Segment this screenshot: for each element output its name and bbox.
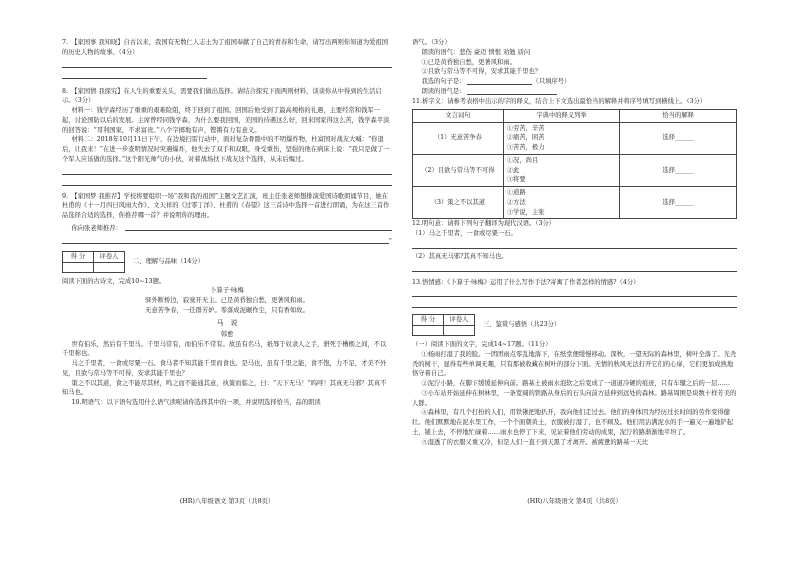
table-header: 文言词句	[413, 109, 504, 122]
essay-paragraph: 策之不以其道，食之不能尽其材，鸣之而不能通其意，执策而临之，曰：“天下无马！”呜呼！其真无马邪？其真不知马也。	[62, 379, 387, 397]
tone-blank[interactable]	[467, 87, 557, 95]
definition: ②此	[506, 166, 520, 174]
sentence-option: ②且欲与常马等不可得，安求其能千里也？	[421, 68, 542, 76]
phrase-cell: （2）且欲与常马等不可得	[413, 154, 504, 186]
choice-tail: （只填序号）	[532, 78, 571, 86]
table-header: 字典中的释义列举	[503, 109, 620, 122]
material-1: 材料一：钱学森经历了重重的艰难险阻，终于回到了祖国。回国后他受到了最高规格的礼遇，主要经常和钱军一起，讨论国防以后的发展。主席曾经同钱学森，为什么要我回国，美国的待遇这么好，回来国家得这么苦，钱学森平淡的回答说：“哥利国家，不求富贵。”八个字掷地有声，铿锵有力有意义。	[62, 107, 390, 134]
definition: ①道路	[506, 189, 526, 196]
defs-cell	[503, 154, 620, 186]
section-title: 三、鉴赏与感悟（共23分）	[483, 321, 561, 329]
answer-line[interactable]	[412, 241, 737, 249]
grader-cell[interactable]	[444, 326, 475, 336]
definition: ③学说，主张	[506, 208, 545, 216]
poem-line: 驿外断桥边，寂寞开无主。已是黄昏独自愁，更著风和雨。	[145, 297, 309, 305]
choice-blank[interactable]	[467, 77, 532, 85]
pick-cell[interactable]: 选择______	[620, 187, 737, 219]
question-13: 13.悟情感：《卜算子·咏梅》运用了什么写作手法?寄寓了作者怎样的情感?（4分）	[412, 278, 640, 286]
essay-paragraph: 马之千里者，一食或尽粟一石。食马者不知其能千里而食也。是马也，虽有千里之能，食不饱，力不足，才美不外见，且欲与常马等不可得，安求其能千里也？	[62, 360, 387, 377]
phrase-cell: （3）策之不以其道	[413, 187, 504, 219]
q10-continued: 语气。（3分）	[412, 39, 451, 46]
poem-title: 卜算子·咏梅	[210, 287, 244, 295]
passage-paragraph: ③小车站开始延伸在树林里，一条宽阔的铁路从身后的石头向前方延伸到远处的森林。路基周围是块数十样芳美的人群。	[412, 389, 737, 407]
question-12: 12.明句意：请将下列句子翻译为现代汉语。（3分）	[412, 220, 556, 228]
phrase-cell: （1）无意苦争春	[413, 122, 504, 154]
answer-line[interactable]	[125, 223, 392, 231]
poem-line: 无意苦争春，一任群芳妒。零落成泥碾作尘，只有香如故。	[145, 307, 309, 315]
grader-label: 评卷人	[94, 251, 125, 262]
question-9: 9. 【家国梦 我推荐】学校将要组织一场“我和我的祖国”主题文艺汇演，班主任张老师想排演爱国诗歌朗诵节目，她在杜甫的《十一月四日风雨大作》、文天祥的《过零丁洋》、杜甫的《春望》这三首诗中选择一首进行朗诵，为在这三首作品选择合适的选择，你推荐哪一首？并说明你的理由。	[62, 192, 390, 219]
essay-author: 韩愈	[220, 330, 234, 338]
essay-title: 马 说	[216, 319, 238, 328]
definition-table	[412, 109, 737, 220]
score-cell[interactable]	[63, 262, 94, 272]
answer-line[interactable]	[62, 71, 207, 79]
pick-cell[interactable]: 选择______	[620, 154, 737, 186]
passage-paragraph: ①杨雨打湿了我的脸。一团团雨点零乱地落下，在纸堂便缓慢移动。深秋，一望无际的森林里，树叶全落了。光秃秃的树干，显得有些单调无趣，只有那被收藏在树叶的部分下面。无情的秋风无法打开它们的心扉，它们更加成熟地恪守着自己。	[412, 350, 737, 378]
grader-label: 评卷人	[444, 315, 475, 326]
essay-paragraph: 世有伯乐，然后有千里马。千里马常有，而伯乐不常有。故虽有名马，祇辱于奴隶人之手，骈死于槽枥之间，不以千里称也。	[62, 340, 387, 358]
recommend-row-2	[62, 234, 392, 247]
section-title: 二、理解与品味（14分）	[133, 257, 204, 265]
tone-options: 朗读的语气：悲伤 豪迈 愤恨 劝勉 质问	[421, 48, 531, 56]
table-header: 恰当的解释	[620, 109, 737, 122]
definition: ③将要	[506, 176, 526, 184]
tone-label: 朗读的语气是：	[421, 88, 466, 96]
page-footer: (HR)八年级语文 第3页（共8页）	[179, 498, 275, 505]
answer-line[interactable]	[412, 289, 737, 297]
table-row	[413, 187, 737, 219]
question-8: 8. 【家国情 我探究】在人生的重要关头，需要我们做出选择。请结合探究下面两则材料，谈谈你从中得到的生活启示。（3分）	[62, 87, 382, 105]
answer-line[interactable]	[62, 60, 392, 68]
recommend-prompt: 你向张老师推荐：	[71, 225, 122, 232]
poem	[62, 286, 392, 339]
translate-sentence: （1）马之千里者，一食或尽粟一石。	[412, 230, 517, 237]
definition: ③苦苦，极力	[506, 144, 545, 151]
reading-intro: （一）阅读下面的文字，完成14~17题。（11分）	[412, 341, 552, 348]
answer-line[interactable]	[412, 264, 737, 272]
translate-sentence: （2）其真无马邪?其真不知马也。	[412, 252, 508, 260]
passage-paragraph: ⑤湿透了的衣服又重又冷，但是人们一直干到天黑了才离开。被疲惫的路基一天比	[421, 438, 649, 446]
answer-line[interactable]	[62, 167, 392, 175]
answer-line[interactable]	[62, 236, 389, 244]
question-11: 11.析字义：请参考表格中出示的字的释义，结合上下文选出最恰当的解释并将序号填写到横线上。（3分）	[412, 98, 707, 105]
close-quote: ”	[388, 238, 392, 245]
question-7: 7. 【家国事 我知晓】自古以来，我国有无数仁人志士为了祖国奉献了自己的青春和生命，请写出两则你知道为爱祖国的历史人物的故事。（4分）	[62, 39, 389, 56]
definition: ①况，尚且	[506, 156, 539, 164]
score-label: 得 分	[413, 315, 444, 326]
recommend-row	[62, 221, 392, 234]
pick-cell[interactable]: 选择______	[620, 122, 737, 154]
definition: ②方法	[506, 198, 526, 206]
right-page	[412, 38, 737, 447]
passage-paragraph: ④森林里，有几个打扮的人们，用铁锹把地扒开，我向他们走过去。他们的身体因为经历过长时间的劳作变得健壮。他们默默地在泥水里工作，一个个面朝黄土，衣服被打湿了，也不顾及。他们用沾满泥水的手一遍又一遍地铲起土，铺上去，不停地忙碌着……雨水也停了下来，见证着他们劳动的成果，泥泞的路渐渐地平坦了。	[412, 409, 734, 436]
page-footer: (HR)八年级语文 第4页（共8页）	[527, 498, 622, 505]
table-row	[413, 154, 737, 186]
choice-label: 我选的句子是：	[421, 78, 466, 86]
score-cell[interactable]	[413, 326, 444, 336]
question-10: 10.明语气：以下语句选用什么语气读呢请你选择其中的一项，并说明选择恰当，品的朗读	[71, 399, 321, 407]
reading-intro: 阅读下面的古诗文，完成10~13题。	[62, 277, 166, 285]
table-row	[413, 122, 737, 154]
defs-cell	[503, 187, 620, 219]
tone-row	[412, 87, 737, 97]
material-2: 材料二：2018年10月11日下午，在边境扫雷行动中，面对复杂骨骼中的不明爆炸物，杜富国对战友大喊：“你退后，让我来！”在进一步查明情况时突遇爆炸，他失去了双手和双眼，身受重伤，坚强的他在病床上说：“我只是做了一个军人应该做的选择。”这个阳光帅气的小伙，对着战场扶下战友这个选择，从未后悔过。	[62, 136, 390, 163]
answer-line[interactable]	[412, 300, 737, 308]
score-box	[412, 314, 737, 336]
sentence-option: ①已是黄昏独自愁，更著风和雨。	[421, 58, 516, 66]
passage-paragraph: ②泥泞小路，在脚下缓缓延伸向前。路基土被雨水泡软之后变成了一道道冷硬的痕迹，只有车辙之后的一层……	[421, 380, 730, 387]
left-page	[62, 38, 392, 408]
answer-line[interactable]	[62, 178, 392, 186]
score-label: 得 分	[63, 251, 94, 262]
grader-cell[interactable]	[94, 262, 125, 272]
score-table	[62, 251, 125, 273]
defs-cell	[503, 122, 620, 154]
definition: ①劳苦，辛苦	[506, 124, 545, 132]
score-table	[412, 314, 475, 336]
score-box	[62, 251, 392, 273]
definition: ②痛苦，困苦	[506, 134, 545, 142]
choice-row	[412, 77, 737, 87]
